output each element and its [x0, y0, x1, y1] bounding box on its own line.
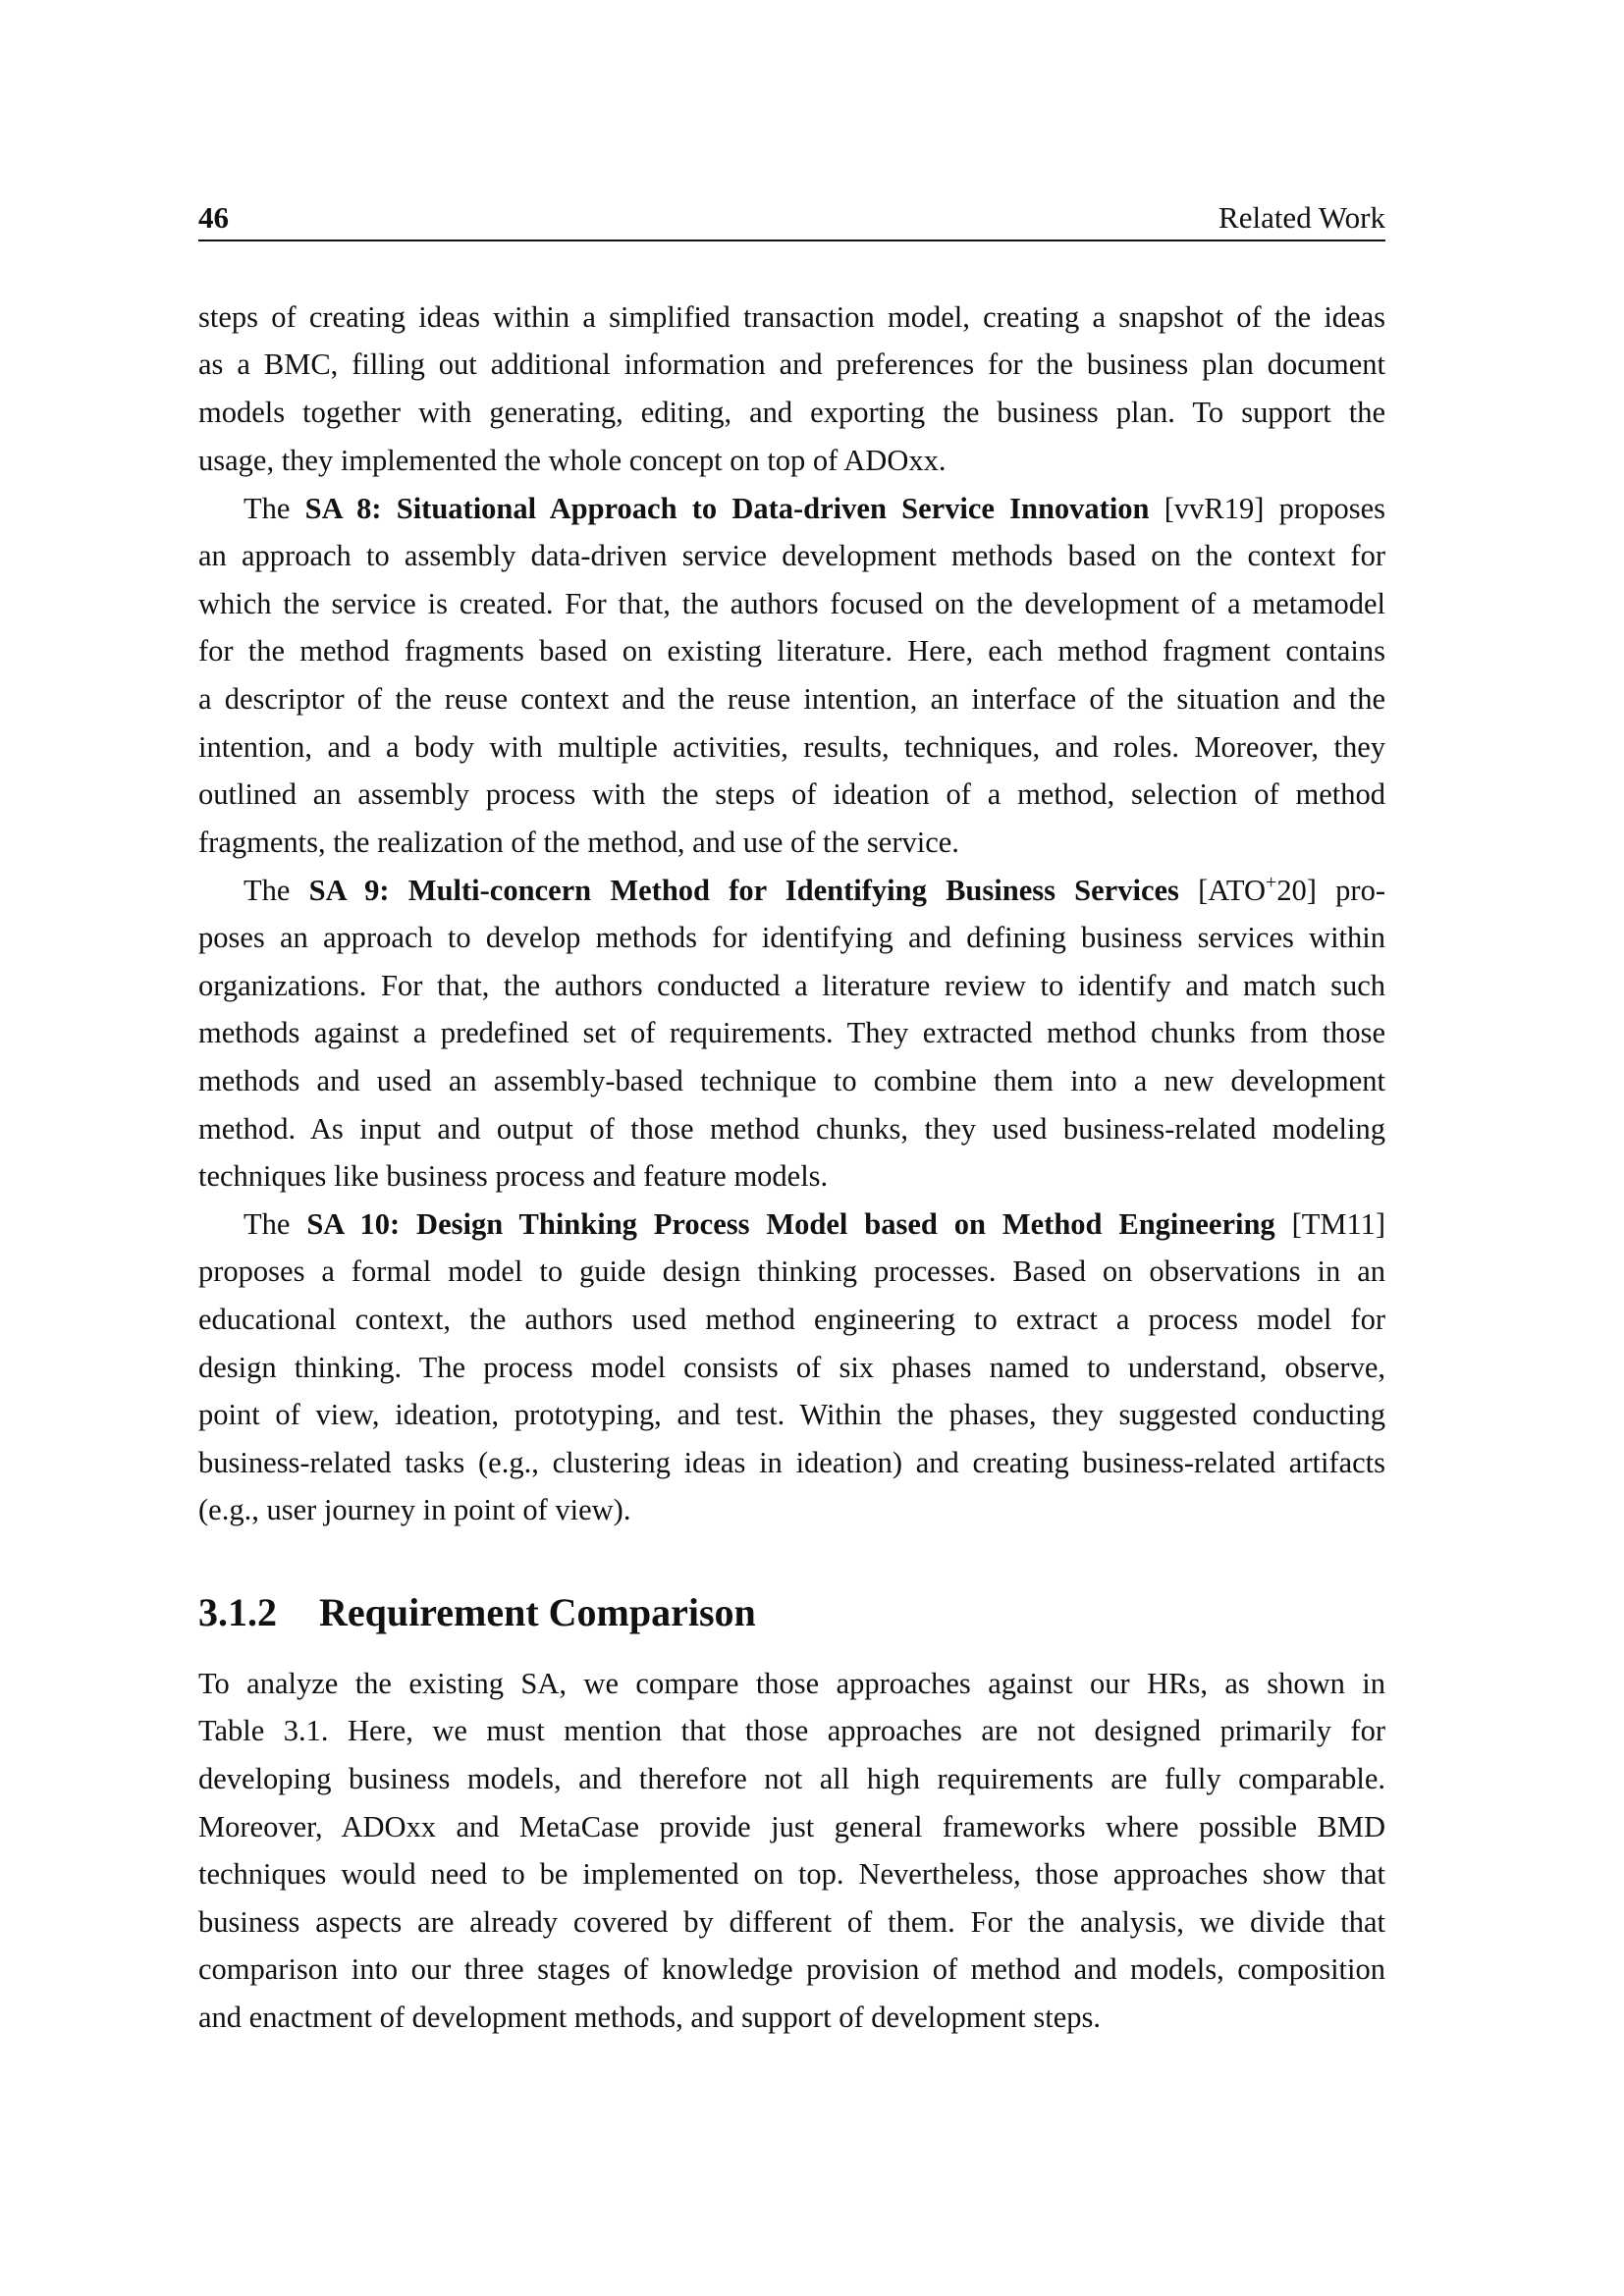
text-line: developing business models, and therefore not all high requirements are fully comparable.	[198, 1762, 1385, 1795]
text-line: intention, and a body with multiple activities, results, techniques, and roles. Moreover, they	[198, 730, 1385, 764]
text-line-first	[198, 871, 1385, 910]
text-line: comparison into our three stages of knowledge provision of method and models, composition	[198, 1952, 1385, 1986]
text-line: Moreover, ADOxx and MetaCase provide just general frameworks where possible BMD	[198, 1810, 1385, 1843]
citation-pre: [ATO	[1198, 874, 1267, 907]
text-line: models together with generating, editing, and exporting the business plan. To support the	[198, 396, 1385, 429]
text-line: usage, they implemented the whole concept on top of ADOxx.	[198, 444, 947, 477]
text-line: To analyze the existing SA, we compare those approaches against our HRs, as shown in	[198, 1667, 1385, 1700]
tail-text: proposes	[1264, 492, 1386, 525]
lead-text: The	[244, 874, 309, 907]
header-rule	[198, 240, 1385, 241]
approach-title: SA 9: Multi-concern Method for Identifying Business Services	[308, 874, 1179, 907]
text-line: organizations. For that, the authors conducted a literature review to identify and match such	[198, 969, 1385, 1002]
tail-text: pro-	[1316, 874, 1385, 907]
text-line: proposes a formal model to guide design thinking processes. Based on observations in an	[198, 1255, 1385, 1288]
text-line: as a BMC, filling out additional information and preferences for the business plan document	[198, 347, 1385, 381]
text-line: (e.g., user journey in point of view).	[198, 1493, 631, 1526]
text-line: method. As input and output of those method chunks, they used business-related modeling	[198, 1112, 1385, 1146]
section-title: Requirement Comparison	[319, 1590, 756, 1634]
page-number: 46	[198, 200, 229, 235]
text-line: educational context, the authors used method engineering to extract a process model for	[198, 1303, 1385, 1336]
text-line-first	[198, 489, 1385, 528]
running-chapter-title: Related Work	[1218, 200, 1385, 235]
text-line: steps of creating ideas within a simplified transaction model, creating a snapshot of the ideas	[198, 300, 1385, 334]
section-number: 3.1.2	[198, 1590, 277, 1634]
text-line: fragments, the realization of the method, and use of the service.	[198, 826, 959, 859]
citation[interactable]: [TM11]	[1291, 1207, 1385, 1241]
citation-post: 20]	[1276, 874, 1317, 907]
running-header	[198, 196, 1385, 240]
text-line: an approach to assembly data-driven service development methods based on the context for	[198, 539, 1385, 572]
text-line: design thinking. The process model consists of six phases named to understand, observe,	[198, 1351, 1385, 1384]
text-line: Table 3.1. Here, we must mention that those approaches are not designed primarily for	[198, 1714, 1385, 1747]
lead-text: The	[244, 492, 305, 525]
text-line: for the method fragments based on existing literature. Here, each method fragment contains	[198, 634, 1385, 667]
text-line: outlined an assembly process with the steps of ideation of a method, selection of method	[198, 777, 1385, 811]
text-line: and enactment of development methods, and support of development steps.	[198, 2001, 1102, 2034]
text-line: techniques would need to be implemented on top. Nevertheless, those approaches show that	[198, 1857, 1385, 1891]
text-line-first	[198, 1204, 1385, 1244]
citation[interactable]	[1198, 874, 1317, 907]
approach-title: SA 8: Situational Approach to Data-driven Service Innovation	[304, 492, 1150, 525]
citation[interactable]: [vvR19]	[1164, 492, 1265, 525]
section-heading	[198, 1588, 756, 1637]
text-line: poses an approach to develop methods for identifying and defining business services within	[198, 921, 1385, 954]
text-line: which the service is created. For that, the authors focused on the development of a metamodel	[198, 587, 1385, 620]
text-line: business aspects are already covered by different of them. For the analysis, we divide that	[198, 1905, 1385, 1939]
text-line: business-related tasks (e.g., clustering ideas in ideation) and creating business-related artifacts	[198, 1446, 1385, 1479]
text-line: point of view, ideation, prototyping, and test. Within the phases, they suggested conducting	[198, 1398, 1385, 1431]
citation-sup: +	[1266, 872, 1277, 893]
text-line: techniques like business process and feature models.	[198, 1159, 829, 1193]
text-line: a descriptor of the reuse context and the reuse intention, an interface of the situation and the	[198, 682, 1385, 716]
text-line: methods against a predefined set of requirements. They extracted method chunks from those	[198, 1016, 1385, 1049]
text-line: methods and used an assembly-based technique to combine them into a new development	[198, 1064, 1385, 1097]
lead-text: The	[244, 1207, 307, 1241]
approach-title: SA 10: Design Thinking Process Model based on Method Engineering	[306, 1207, 1275, 1241]
